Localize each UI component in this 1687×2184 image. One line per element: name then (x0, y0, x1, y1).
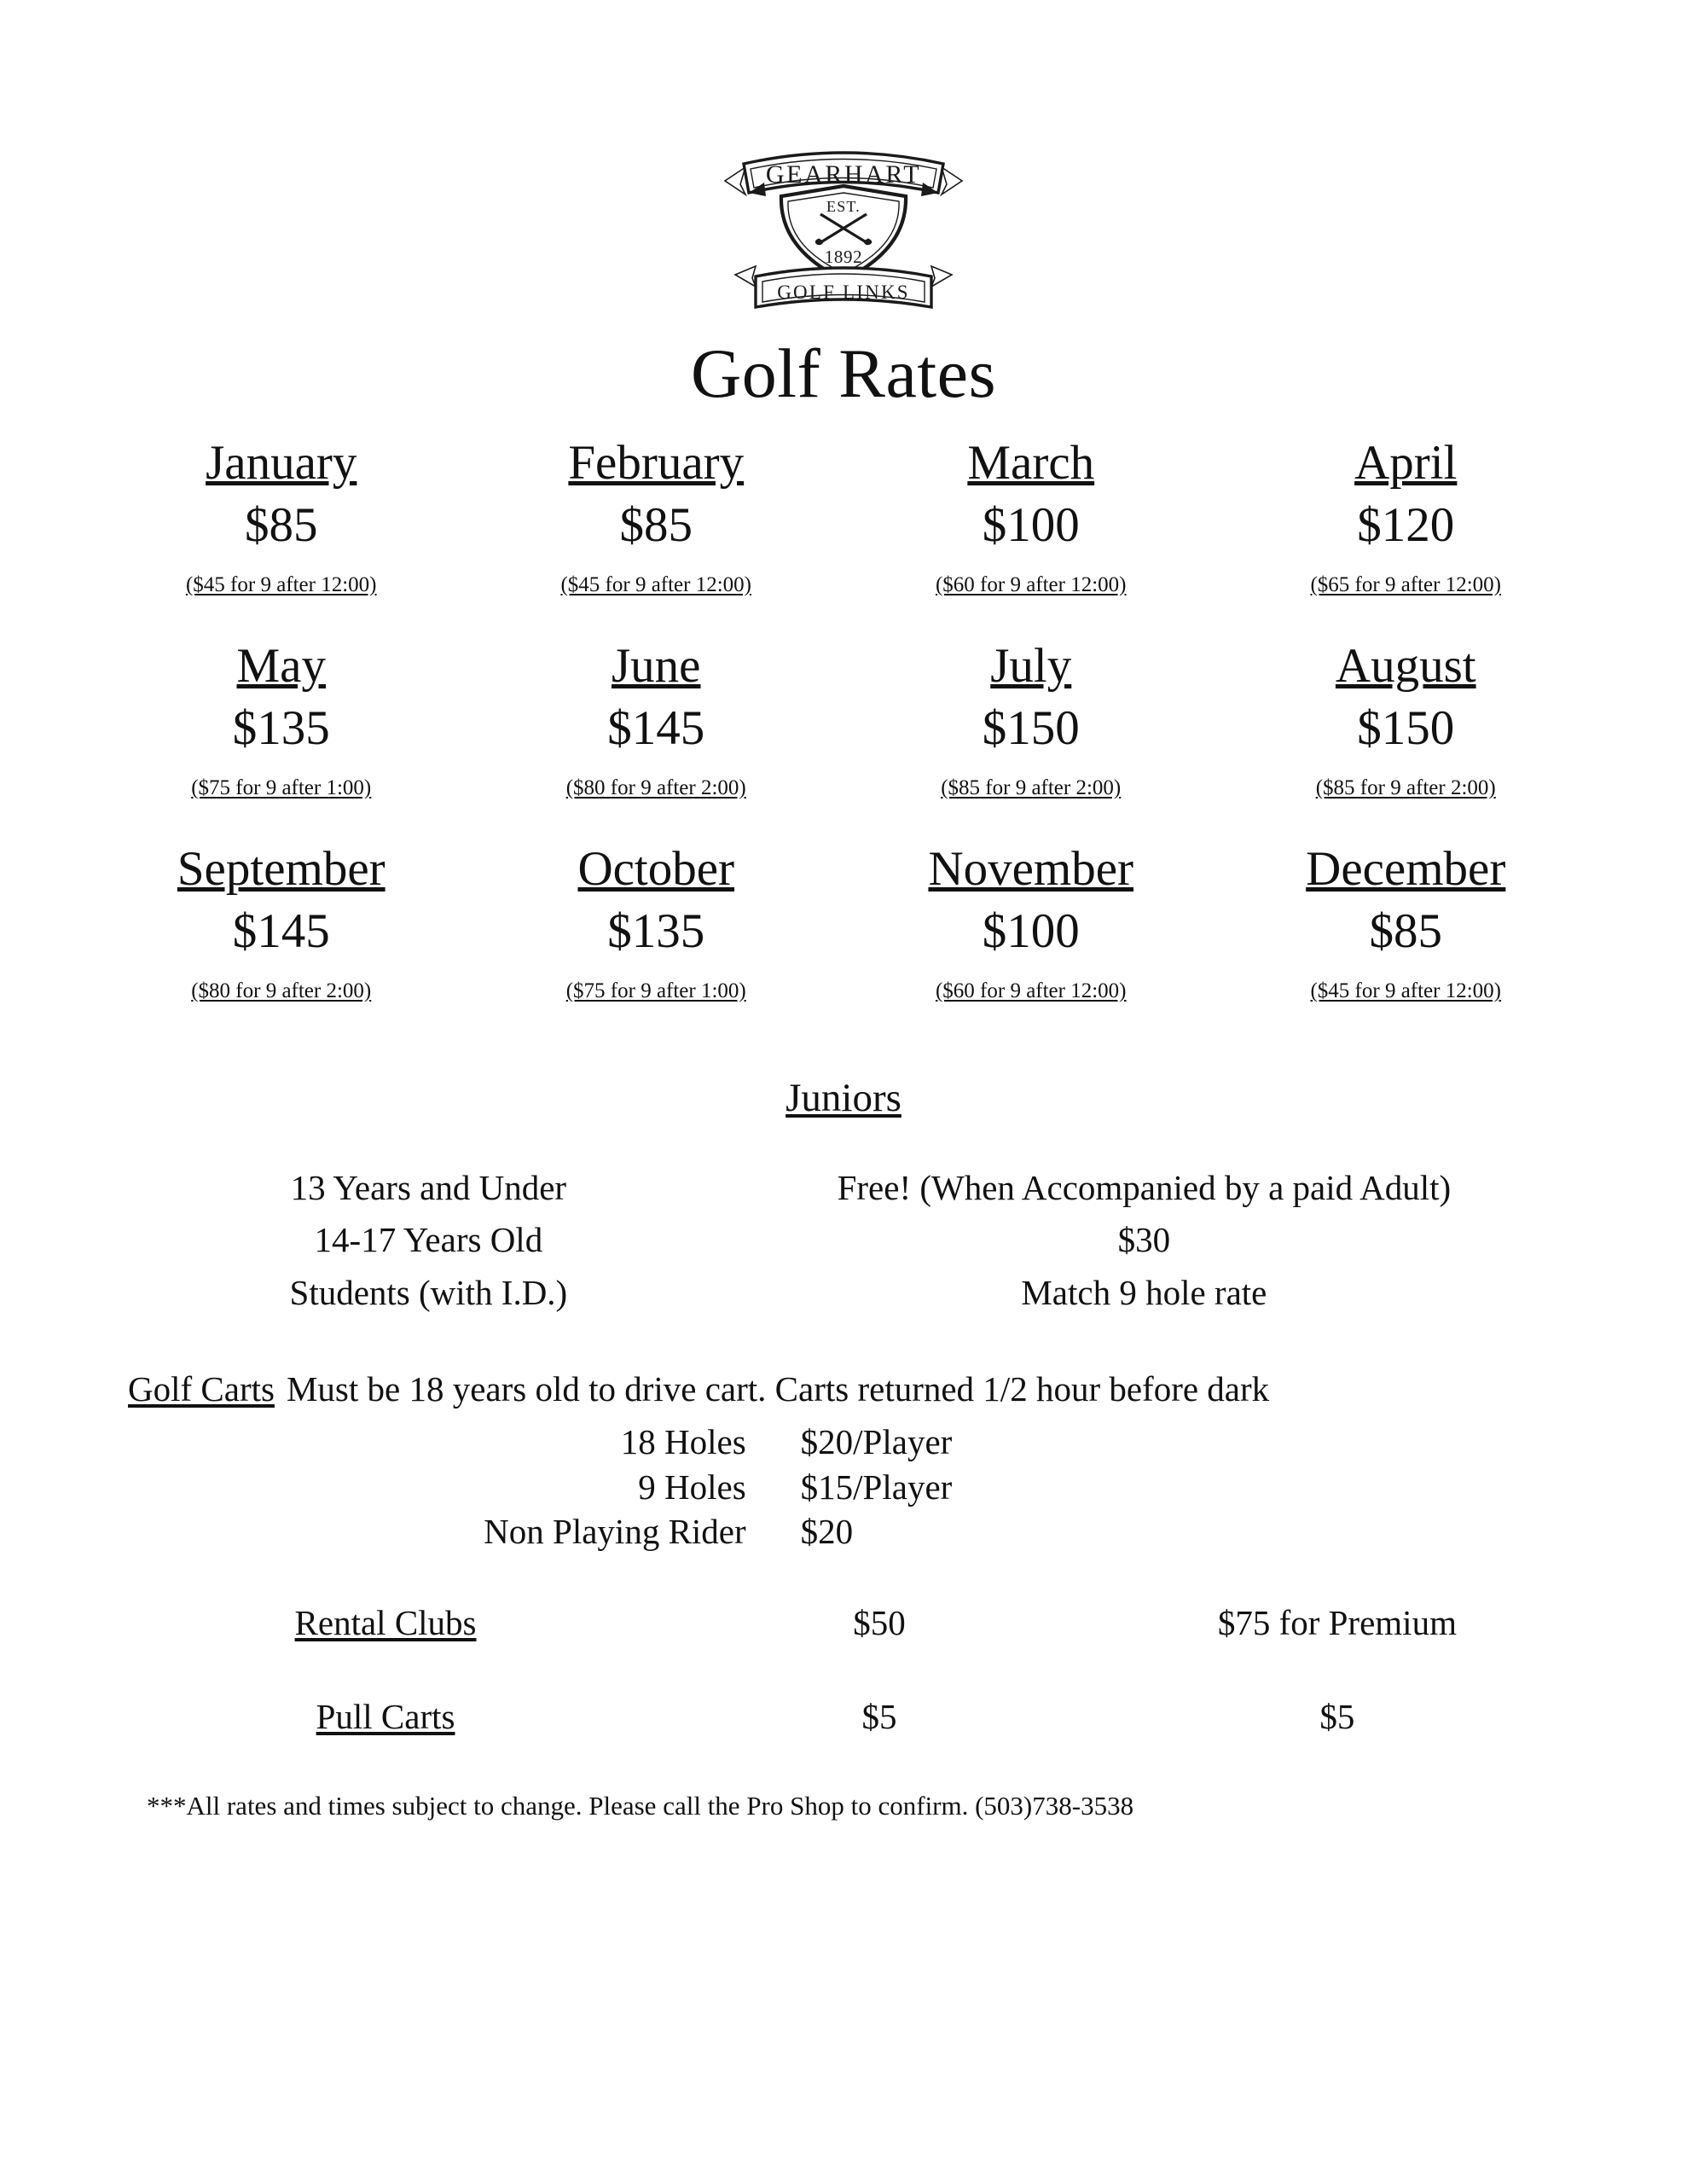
month-cell-june (469, 641, 844, 799)
juniors-row-value: $30 (1117, 1220, 1171, 1260)
month-note: ($60 for 9 after 12:00) (935, 572, 1127, 596)
month-name: May (236, 639, 326, 694)
month-cell-april (1219, 438, 1594, 596)
juniors-row (128, 1274, 1559, 1313)
juniors-row-value: Match 9 hole rate (1021, 1273, 1267, 1313)
golf-carts-note: Must be 18 years old to drive cart. Carts returned 1/2 hour before dark (286, 1369, 1270, 1409)
golf-carts-row-value: $20/Player (800, 1422, 953, 1462)
pull-carts-label: Pull Carts (316, 1696, 455, 1736)
month-cell-march (844, 438, 1219, 596)
juniors-row-value: Free! (When Accompanied by a paid Adult) (837, 1167, 1452, 1207)
month-name: August (1335, 639, 1476, 694)
equipment-rental-section (0, 1602, 1687, 1737)
month-cell-february (469, 438, 844, 596)
month-note: ($85 for 9 after 2:00) (1315, 775, 1496, 799)
juniors-section-heading: Juniors (786, 1075, 901, 1120)
juniors-row-label: 13 Years and Under (290, 1167, 567, 1207)
pull-carts-price: $5 (861, 1696, 897, 1736)
month-price: $85 (619, 497, 693, 552)
month-price: $85 (1369, 904, 1442, 959)
gearhart-golf-links-logo (711, 143, 976, 318)
month-cell-january (94, 438, 469, 596)
golf-carts-row-value: $15/Player (800, 1467, 953, 1507)
golf-carts-rate-list (128, 1421, 1559, 1552)
month-name: July (990, 639, 1072, 694)
month-name: June (612, 639, 701, 694)
month-cell-september (94, 844, 469, 1002)
month-price: $135 (607, 904, 705, 959)
pull-carts-row (128, 1696, 1559, 1737)
month-note: ($80 for 9 after 2:00) (191, 979, 372, 1003)
month-name: October (577, 842, 735, 897)
month-note: ($60 for 9 after 12:00) (935, 979, 1127, 1003)
golf-carts-section (0, 1369, 1687, 1552)
page-title: Golf Rates (691, 334, 996, 412)
month-price: $100 (982, 904, 1080, 959)
juniors-row (128, 1221, 1559, 1260)
rental-clubs-label: Rental Clubs (294, 1602, 477, 1642)
golf-carts-row (128, 1467, 1559, 1507)
monthly-rates-grid (0, 438, 1687, 1003)
golf-carts-row-label: 18 Holes (620, 1422, 746, 1462)
juniors-rate-list (0, 1169, 1687, 1314)
golf-carts-row-label: 9 Holes (638, 1467, 746, 1507)
month-note: ($85 for 9 after 2:00) (941, 775, 1122, 799)
month-cell-july (844, 641, 1219, 799)
month-price: $150 (1357, 701, 1455, 756)
month-price: $150 (982, 701, 1080, 756)
rental-clubs-row (128, 1602, 1559, 1643)
month-note: ($45 for 9 after 12:00) (1310, 979, 1502, 1003)
month-cell-august (1219, 641, 1594, 799)
month-name: November (928, 842, 1134, 897)
month-note: ($75 for 9 after 1:00) (565, 979, 746, 1003)
logo-top-banner-text: GEARHART (765, 160, 922, 189)
golf-carts-row (128, 1421, 1559, 1462)
juniors-row-label: Students (with I.D.) (289, 1273, 568, 1313)
month-note: ($80 for 9 after 2:00) (565, 775, 746, 799)
month-note: ($45 for 9 after 12:00) (185, 572, 377, 596)
month-cell-december (1219, 844, 1594, 1002)
month-price: $135 (232, 701, 330, 756)
month-price: $145 (607, 701, 705, 756)
month-name: February (568, 436, 745, 490)
rental-clubs-premium-price: $75 for Premium (1217, 1602, 1457, 1642)
month-name: April (1354, 436, 1458, 490)
month-name: September (177, 842, 386, 897)
logo-est-text: EST. (826, 198, 861, 215)
month-name: December (1306, 842, 1506, 897)
juniors-row-label: 14-17 Years Old (314, 1220, 543, 1260)
month-price: $85 (245, 497, 318, 552)
month-cell-may (94, 641, 469, 799)
golf-carts-heading: Golf Carts (128, 1369, 275, 1409)
golf-carts-heading-line (128, 1369, 1559, 1409)
logo-bottom-banner-text: GOLF LINKS (777, 282, 910, 303)
month-cell-october (469, 844, 844, 1002)
month-cell-november (844, 844, 1219, 1002)
golf-carts-row-label: Non Playing Rider (484, 1512, 746, 1552)
month-note: ($45 for 9 after 12:00) (560, 572, 752, 596)
month-price: $145 (232, 904, 330, 959)
juniors-row (128, 1169, 1559, 1208)
logo-year-text: 1892 (824, 247, 863, 267)
rental-clubs-price: $50 (853, 1602, 906, 1642)
month-price: $100 (982, 497, 1080, 552)
pull-carts-alt-price: $5 (1319, 1696, 1355, 1736)
month-note: ($75 for 9 after 1:00) (191, 775, 372, 799)
month-note: ($65 for 9 after 12:00) (1310, 572, 1502, 596)
month-name: January (206, 436, 357, 490)
disclaimer-footer: ***All rates and times subject to change. Please call the Pro Shop to confirm. (503)738-3538 (147, 1790, 1134, 1821)
month-name: March (967, 436, 1095, 490)
month-price: $120 (1357, 497, 1455, 552)
logo-container (0, 0, 1687, 318)
golf-carts-row (128, 1511, 1559, 1552)
golf-carts-row-value: $20 (800, 1512, 854, 1552)
